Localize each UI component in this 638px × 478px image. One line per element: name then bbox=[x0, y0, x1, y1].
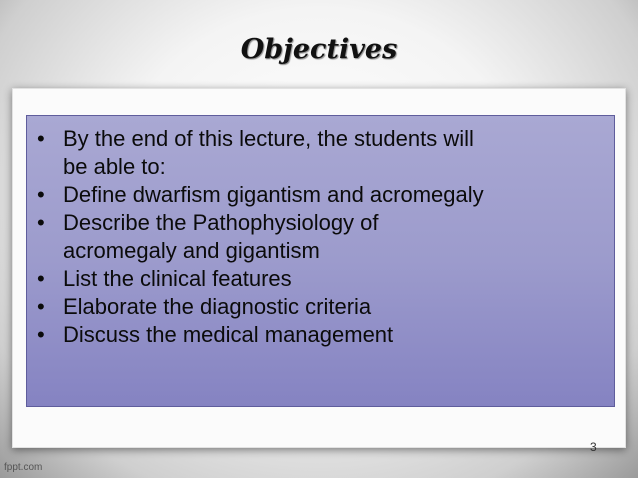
objective-text-line: Define dwarfism gigantism and acromegaly bbox=[63, 182, 484, 207]
objective-text-line: Elaborate the diagnostic criteria bbox=[63, 294, 372, 319]
objective-text-line: acromegaly and gigantism bbox=[63, 238, 320, 263]
objective-text-line: Describe the Pathophysiology of bbox=[63, 210, 379, 235]
objective-item bbox=[37, 293, 606, 321]
bullet-icon: • bbox=[37, 182, 45, 207]
objective-text-line: By the end of this lecture, the students will bbox=[63, 126, 474, 151]
objectives-box bbox=[26, 115, 615, 407]
bullet-icon: • bbox=[37, 266, 45, 291]
objective-item bbox=[37, 181, 606, 209]
bullet-icon: • bbox=[37, 294, 45, 319]
slide-title: Objectives bbox=[240, 34, 398, 65]
objective-item bbox=[37, 265, 606, 293]
footer-watermark: fppt.com bbox=[4, 462, 43, 473]
slide-number: 3 bbox=[590, 440, 597, 454]
bullet-icon: • bbox=[37, 210, 45, 235]
objective-item bbox=[37, 209, 606, 265]
objective-text-line: Discuss the medical management bbox=[63, 322, 394, 347]
objective-item bbox=[37, 321, 606, 349]
objective-item bbox=[37, 125, 606, 181]
objective-text-line: be able to: bbox=[63, 154, 166, 179]
objectives-list bbox=[37, 125, 606, 349]
bullet-icon: • bbox=[37, 322, 45, 347]
bullet-icon: • bbox=[37, 126, 45, 151]
objective-text-line: List the clinical features bbox=[63, 266, 292, 291]
